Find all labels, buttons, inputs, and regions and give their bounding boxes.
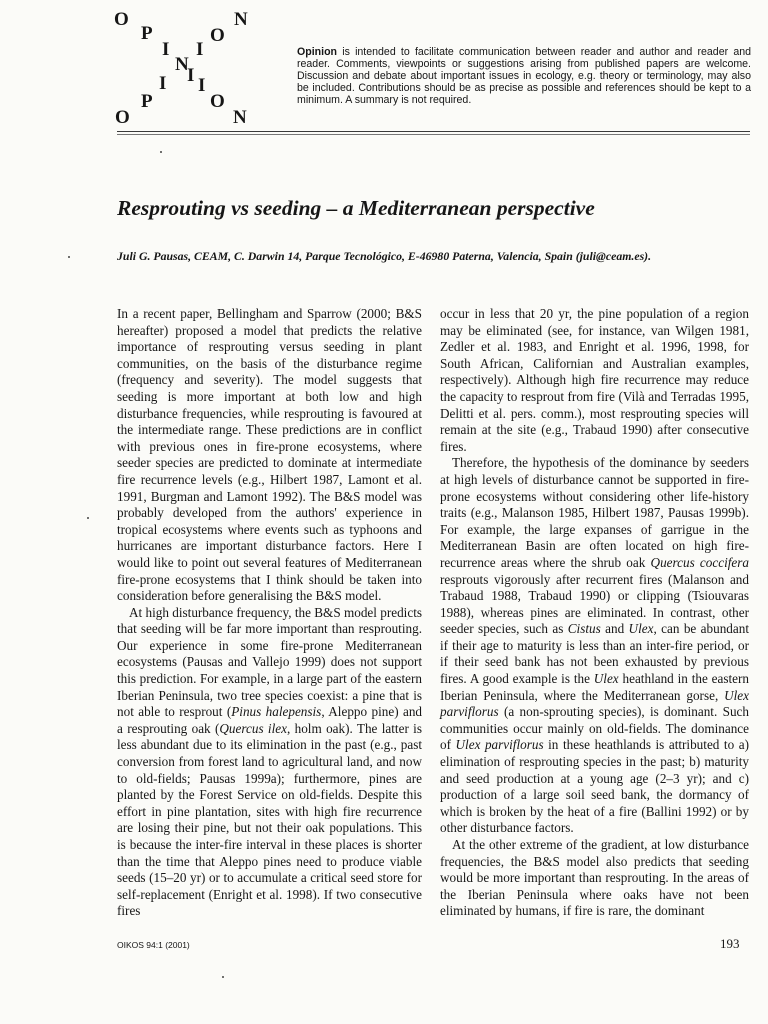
genus-name: Ulex xyxy=(628,621,654,637)
logo-letter: O xyxy=(114,9,129,30)
print-speck xyxy=(160,151,162,153)
species-name: Quercus coccifera xyxy=(650,554,749,570)
article-title: Resprouting vs seeding – a Mediterranean perspective xyxy=(117,196,595,220)
right-column xyxy=(440,306,749,920)
logo-letter: P xyxy=(141,23,153,44)
opinion-logo xyxy=(112,8,262,126)
logo-letter: N xyxy=(233,107,247,128)
paragraph: At high disturbance frequency, the B&S model predicts that seeding will be far more important than resprouting. Our experience in some fire-prone Mediterranean ecosystems (Pausas and Vallejo 1999) does not support this prediction. For example, in a large part of the eastern Iberian Peninsula, two tree species coexist: a pine that is not able to resprout (Pinus halepensis, Aleppo pine) and a resprouting oak (Quercus ilex, holm oak). The latter is less abundant due to its elimination in the past (e.g., past conversion from forest land to agricultural land, and now to old-fields; Pausas 1999a); furthermore, pines are planted by the Forest Service on old-fields. Despite this effort in pine plantation, sites with high fire recurrence are losing their pine, but not their oak populations. This is because the inter-fire interval in these places is shorter than the time that Aleppo pines need to produce viable seeds (15–20 yr) or to accumulate a critical seed store for self-replacement (Enright et al. 1998). If two consecutive fires xyxy=(117,604,423,919)
author-affiliation: Juli G. Pausas, CEAM, C. Darwin 14, Parque Tecnológico, E-46980 Paterna, Valencia, Spain (juli@ceam.es). xyxy=(117,249,652,263)
logo-letter: N xyxy=(234,9,248,30)
species-name: Quercus ilex xyxy=(219,720,287,736)
logo-letter: O xyxy=(210,91,225,112)
logo-letter: O xyxy=(210,25,225,46)
logo-letter: O xyxy=(115,107,130,128)
header-rule-secondary xyxy=(117,134,750,135)
logo-letter: I xyxy=(198,75,206,96)
print-speck xyxy=(87,517,89,519)
header-rule xyxy=(117,131,750,132)
species-name: Pinus halepensis xyxy=(231,704,322,720)
logo-letter: I xyxy=(159,73,167,94)
genus-name: Cistus xyxy=(567,621,601,637)
opinion-blurb-text: is intended to facilitate communication between reader and author and reader and reader. Comments, viewpoints or suggestions arising from published papers are welcome. Discussion and debate about important issues in ecology, e.g. theory or terminology, may also be included. Contributions should be as precise as possible and references should be kept to a minimum. A summary is not required. xyxy=(297,46,751,106)
paragraph: occur in less that 20 yr, the pine population of a region may be eliminated (see, for instance, van Wilgen 1981, Zedler et al. 1983, and Enright et al. 1996, 1998, for South African, Californian and Australian examples, respectively). Although high fire recurrence may reduce the capacity to resprout from fire (Vilà and Terradas 1995, Delitti et al. pers. comm.), most resprouting species will remain at the site (e.g., Trabaud 1990) after consecutive fires. xyxy=(440,306,749,454)
species-name: Ulex parviflorus xyxy=(440,687,749,720)
journal-citation: OIKOS 94:1 (2001) xyxy=(117,940,190,950)
logo-letter: N xyxy=(175,54,189,75)
logo-letter: P xyxy=(141,91,153,112)
species-name: Ulex parviflorus xyxy=(455,737,544,753)
paragraph: In a recent paper, Bellingham and Sparrow (2000; B&S hereafter) proposed a model that predicts the relative importance of resprouting versus seeding in plant communities, on the basis of the disturbance regime (frequency and severity). The model suggests that seeding is more important at both low and high disturbance frequencies, while resprouting is favoured at the intermediate range. These predictions are in conflict with previous ones in fire-prone ecosystems, where seeder species are predicted to dominate at intermediate fire recurrence levels (e.g., Hilbert 1987, Lamont et al. 1991, Burgman and Lamont 1992). The B&S model was probably developed from the authors' experience in tropical ecosystems where events such as typhoons and hurricanes are important disturbance factors. Here I would like to point out several features of Mediterranean fire-prone ecosystems that I think should be taken into consideration before generalising the B&S model. xyxy=(117,306,422,604)
logo-letter: I xyxy=(187,65,195,86)
genus-name: Ulex xyxy=(593,671,619,687)
logo-letter: I xyxy=(162,39,170,60)
paragraph: At the other extreme of the gradient, at low disturbance frequencies, the B&S model also predicts that seeding would be more important than resprouting. In the areas of the Iberian Peninsula where oaks have not been eliminated by humans, if fire is rare, the dominant xyxy=(440,837,749,919)
opinion-word: Opinion xyxy=(297,46,338,58)
print-speck xyxy=(222,976,224,978)
print-speck xyxy=(68,256,70,258)
opinion-description xyxy=(297,46,751,106)
page-number: 193 xyxy=(720,936,740,951)
logo-letter: I xyxy=(196,39,204,60)
paragraph: Therefore, the hypothesis of the dominance by seeders at high levels of disturbance cannot be supported in fire-prone ecosystems without considering other life-history traits (e.g., Malanson 1985, Hilbert 1987, Pausas 1999b). For example, the large expanses of garrigue in the Mediterranean Basin are often located on high fire-recurrence areas where the shrub oak Quercus coccifera resprouts vigorously after recurrent fires (Malanson and Trabaud 1988, Trabaud 1990) or clipping (Tsiouvaras 1988), whereas pines are eliminated. In contrast, other seeder species, such as Cistus and Ulex, can be abundant if their age to maturity is less than an inter-fire period, or if their seed bank has not been exhausted by previous fires. A good example is the Ulex heathland in the eastern Iberian Peninsula, where the Mediterranean gorse, Ulex parviflorus (a non-sprouting species), is dominant. Such communities occur mainly on old-fields. The dominance of Ulex parviflorus in these heathlands is attributed to a) elimination of resprouting species in the past; b) maturity and seed production at a young age (2–3 yr); and c) production of a large soil seed bank, the dormancy of which is broken by the heat of a fire (Ballini 1992) or by other disturbance factors. xyxy=(440,455,749,836)
left-column xyxy=(117,306,422,920)
